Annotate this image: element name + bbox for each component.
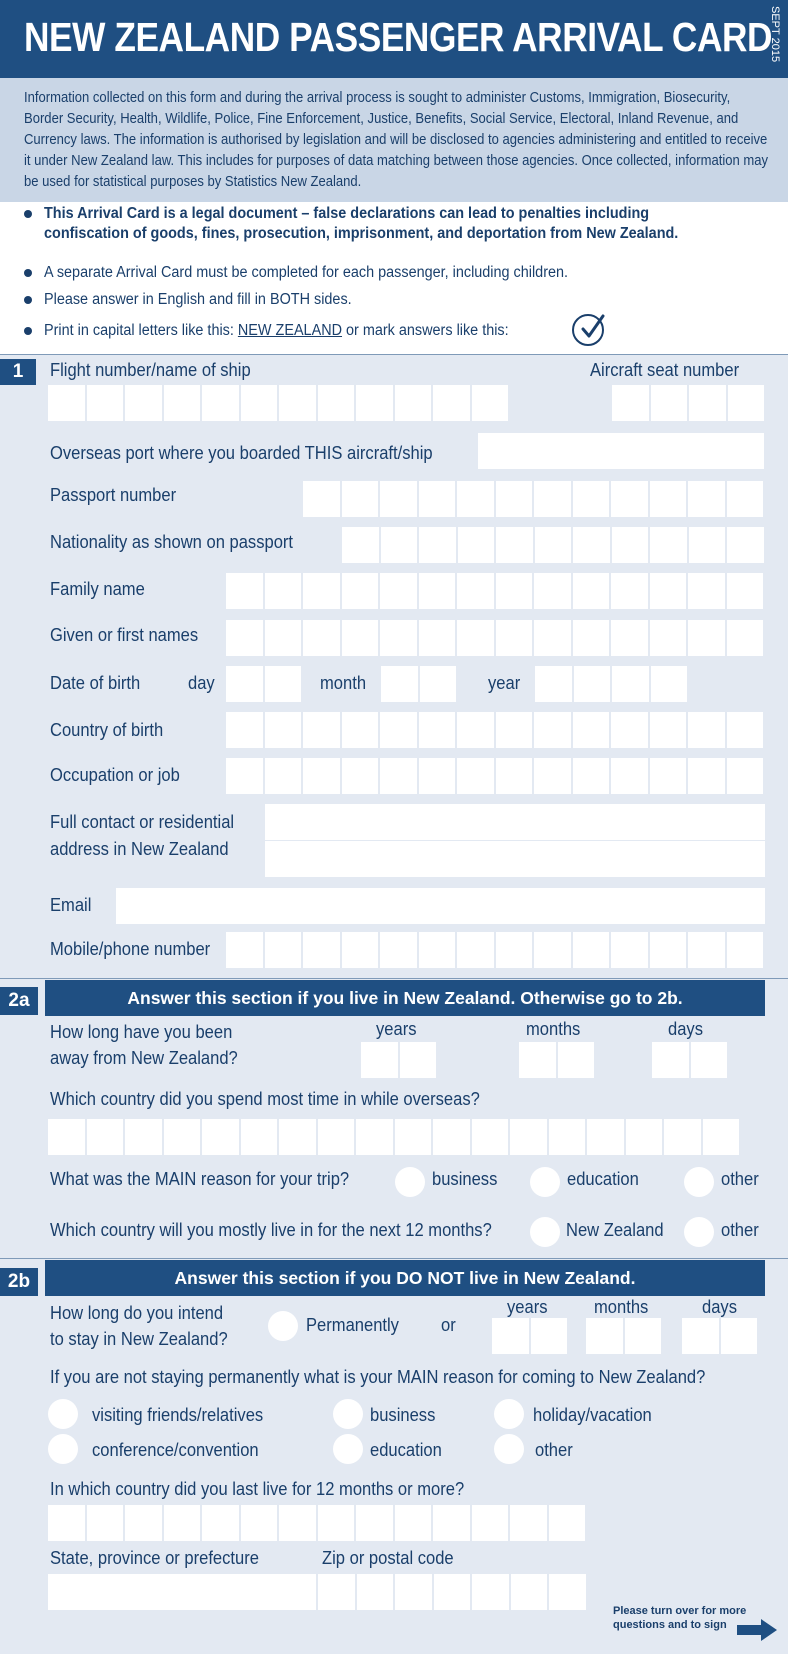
stay-days-label: days [702, 1297, 737, 1317]
char-box[interactable] [420, 666, 459, 702]
char-box[interactable] [202, 385, 241, 421]
state-label: State, province or prefecture [50, 1548, 259, 1568]
checkmark-example-icon [572, 314, 604, 346]
char-box[interactable] [380, 758, 419, 794]
char-box[interactable] [457, 932, 496, 968]
char-box[interactable] [356, 1119, 395, 1155]
char-box[interactable] [241, 385, 280, 421]
radio-other-2b[interactable] [494, 1434, 524, 1464]
port-label: Overseas port where you boarded THIS aircraft/ship [50, 443, 433, 463]
dob-year-label: year [488, 673, 521, 693]
char-box[interactable] [342, 620, 381, 656]
char-box[interactable] [496, 573, 535, 609]
char-box[interactable] [626, 1119, 665, 1155]
char-box[interactable] [164, 1505, 203, 1541]
char-box[interactable] [342, 573, 381, 609]
family-name-boxes[interactable] [226, 573, 765, 609]
stay-label-line2: to stay in New Zealand? [50, 1329, 228, 1349]
char-box[interactable] [380, 620, 419, 656]
occupation-boxes[interactable] [226, 758, 765, 794]
char-box[interactable] [612, 666, 651, 702]
flight-label: Flight number/name of ship [50, 360, 251, 380]
stay-years-label: years [507, 1297, 548, 1317]
char-box[interactable] [265, 932, 304, 968]
dob-month-label: month [320, 673, 367, 693]
char-box[interactable] [496, 481, 535, 517]
occupation-label: Occupation or job [50, 765, 180, 785]
char-box[interactable] [226, 573, 265, 609]
radio-business-2b[interactable] [333, 1399, 363, 1429]
passport-label: Passport number [50, 485, 177, 505]
char-box[interactable] [611, 573, 650, 609]
char-box[interactable] [728, 385, 767, 421]
or-label: or [441, 1315, 456, 1335]
char-box[interactable] [573, 758, 612, 794]
radio-visiting-friends[interactable] [48, 1399, 78, 1429]
char-box[interactable] [318, 385, 357, 421]
char-box[interactable] [496, 758, 535, 794]
char-box[interactable] [611, 758, 650, 794]
char-box[interactable] [650, 932, 689, 968]
char-box[interactable] [457, 712, 496, 748]
char-box[interactable] [87, 1505, 126, 1541]
char-box[interactable] [125, 1119, 164, 1155]
char-box[interactable] [688, 620, 727, 656]
char-box[interactable] [241, 1119, 280, 1155]
char-box[interactable] [303, 620, 342, 656]
char-box[interactable] [342, 481, 381, 517]
language-note: Please answer in English and fill in BOTH sides. [44, 291, 352, 308]
char-box[interactable] [457, 481, 496, 517]
char-box[interactable] [510, 1119, 549, 1155]
email-label: Email [50, 895, 92, 915]
most-time-boxes[interactable] [48, 1119, 741, 1155]
char-box[interactable] [721, 1318, 760, 1354]
char-box[interactable] [573, 712, 612, 748]
char-box[interactable] [226, 712, 265, 748]
char-box[interactable] [727, 712, 766, 748]
last-live-label: In which country did you last live for 12 months or more? [50, 1479, 465, 1499]
divider [0, 978, 788, 979]
char-box[interactable] [612, 527, 651, 563]
char-box[interactable] [381, 666, 420, 702]
address-label-line1: Full contact or residential [50, 812, 235, 832]
char-box[interactable] [691, 1042, 730, 1078]
char-box[interactable] [380, 712, 419, 748]
radio-other-country[interactable] [684, 1217, 714, 1247]
char-box[interactable] [535, 527, 574, 563]
char-box[interactable] [361, 1042, 400, 1078]
bullet-icon [24, 269, 32, 277]
option-other-2b-label: other [535, 1440, 573, 1460]
char-box[interactable] [535, 666, 574, 702]
char-box[interactable] [682, 1318, 721, 1354]
permanently-label: Permanently [306, 1315, 399, 1335]
stay-months-label: months [594, 1297, 649, 1317]
bullet-icon [24, 296, 32, 304]
char-box[interactable] [265, 620, 304, 656]
char-box[interactable] [534, 573, 573, 609]
away-months-boxes[interactable] [519, 1042, 596, 1078]
char-box[interactable] [472, 1574, 511, 1610]
option-friends-label: visiting friends/relatives [92, 1405, 264, 1425]
stay-label-line1: How long do you intend [50, 1303, 224, 1323]
char-box[interactable] [688, 481, 727, 517]
radio-other[interactable] [684, 1167, 714, 1197]
char-box[interactable] [265, 573, 304, 609]
char-box[interactable] [558, 1042, 597, 1078]
char-box[interactable] [688, 573, 727, 609]
country-birth-label: Country of birth [50, 720, 164, 740]
char-box[interactable] [611, 620, 650, 656]
dob-year-boxes[interactable] [535, 666, 689, 702]
option-other2-label: other [721, 1220, 759, 1240]
away-years-boxes[interactable] [361, 1042, 438, 1078]
char-box[interactable] [342, 712, 381, 748]
char-box[interactable] [664, 1119, 703, 1155]
char-box[interactable] [279, 1505, 318, 1541]
char-box[interactable] [419, 481, 458, 517]
char-box[interactable] [419, 527, 458, 563]
section-number-1: 1 [0, 359, 36, 385]
form-title: NEW ZEALAND PASSENGER ARRIVAL CARD [24, 14, 773, 60]
option-education-label: education [567, 1169, 639, 1189]
char-box[interactable] [573, 573, 612, 609]
char-box[interactable] [433, 1119, 472, 1155]
char-box[interactable] [164, 385, 203, 421]
char-box[interactable] [419, 712, 458, 748]
char-box[interactable] [419, 573, 458, 609]
option-holiday-label: holiday/vacation [533, 1405, 652, 1425]
nationality-label: Nationality as shown on passport [50, 532, 294, 552]
char-box[interactable] [226, 620, 265, 656]
char-box[interactable] [587, 1119, 626, 1155]
divider [0, 354, 788, 355]
char-box[interactable] [279, 1119, 318, 1155]
radio-holiday[interactable] [494, 1399, 524, 1429]
radio-education[interactable] [530, 1167, 560, 1197]
char-box[interactable] [342, 758, 381, 794]
char-box[interactable] [496, 527, 535, 563]
char-box[interactable] [202, 1119, 241, 1155]
char-box[interactable] [650, 712, 689, 748]
char-box[interactable] [574, 666, 613, 702]
char-box[interactable] [727, 481, 766, 517]
char-box[interactable] [510, 1505, 549, 1541]
radio-conference[interactable] [48, 1434, 78, 1464]
char-box[interactable] [688, 712, 727, 748]
char-box[interactable] [650, 527, 689, 563]
away-years-label: years [376, 1019, 417, 1039]
char-box[interactable] [125, 385, 164, 421]
char-box[interactable] [573, 527, 612, 563]
char-box[interactable] [511, 1574, 550, 1610]
char-box[interactable] [573, 932, 612, 968]
char-box[interactable] [651, 666, 690, 702]
away-days-boxes[interactable] [652, 1042, 729, 1078]
state-field[interactable] [48, 1574, 316, 1610]
char-box[interactable] [433, 385, 472, 421]
char-box[interactable] [202, 1505, 241, 1541]
char-box[interactable] [380, 573, 419, 609]
away-label-line1: How long have you been [50, 1022, 233, 1042]
nationality-boxes[interactable] [342, 527, 766, 563]
address-label-line2: address in New Zealand [50, 839, 229, 859]
radio-new-zealand[interactable] [530, 1217, 560, 1247]
char-box[interactable] [549, 1505, 588, 1541]
most-time-label: Which country did you spend most time in while overseas? [50, 1089, 480, 1109]
char-box[interactable] [226, 758, 265, 794]
dob-day-boxes[interactable] [226, 666, 303, 702]
char-box[interactable] [612, 385, 651, 421]
away-label-line2: away from New Zealand? [50, 1048, 238, 1068]
char-box[interactable] [125, 1505, 164, 1541]
option-business-label: business [432, 1169, 498, 1189]
radio-education-2b[interactable] [333, 1434, 363, 1464]
char-box[interactable] [164, 1119, 203, 1155]
char-box[interactable] [650, 573, 689, 609]
char-box[interactable] [318, 1119, 357, 1155]
reason-label: If you are not staying permanently what is your MAIN reason for coming to New Zealand? [50, 1367, 706, 1387]
section-2b-banner: Answer this section if you DO NOT live in New Zealand. [45, 1260, 765, 1296]
char-box[interactable] [457, 758, 496, 794]
legal-note-line2: confiscation of goods, fines, prosecution, imprisonment, and deportation from New Zealand. [44, 225, 679, 242]
char-box[interactable] [419, 932, 458, 968]
char-box[interactable] [534, 758, 573, 794]
seat-number-boxes[interactable] [612, 385, 766, 421]
phone-label: Mobile/phone number [50, 939, 211, 959]
char-box[interactable] [318, 1505, 357, 1541]
family-name-label: Family name [50, 579, 145, 599]
option-conference-label: conference/convention [92, 1440, 259, 1460]
zip-label: Zip or postal code [322, 1548, 454, 1568]
section-number-2b: 2b [0, 1268, 38, 1296]
info-text: Information collected on this form and during the arrival process is sought to administer Customs, Immigration, Biosecurity, Border Security, Health, Wildlife, Police, Fine Enforcement, Justice, Benefits, Social Service, Electoral, Inland Revenue, and Currency laws. The information is authorised by legislation and will be disclosed to agencies administering and entitled to receive it under New Zealand law. This includes for purposes of data matching between those agencies. Once collected, information may be used for statistical purposes by Statistics New Zealand. [24, 90, 769, 190]
divider [0, 1258, 788, 1259]
char-box[interactable] [419, 758, 458, 794]
char-box[interactable] [472, 1505, 511, 1541]
char-box[interactable] [625, 1318, 664, 1354]
char-box[interactable] [380, 481, 419, 517]
char-box[interactable] [496, 712, 535, 748]
char-box[interactable] [586, 1318, 625, 1354]
dob-day-label: day [188, 673, 215, 693]
char-box[interactable] [472, 1119, 511, 1155]
option-other-label: other [721, 1169, 759, 1189]
char-box[interactable] [303, 712, 342, 748]
email-field[interactable] [116, 888, 765, 924]
flight-number-boxes[interactable] [48, 385, 510, 421]
char-box[interactable] [48, 385, 87, 421]
passport-boxes[interactable] [303, 481, 765, 517]
char-box[interactable] [395, 385, 434, 421]
seat-label: Aircraft seat number [590, 360, 740, 380]
char-box[interactable] [549, 1574, 588, 1610]
char-box[interactable] [689, 385, 728, 421]
char-box[interactable] [303, 573, 342, 609]
char-box[interactable] [342, 527, 381, 563]
char-box[interactable] [651, 385, 690, 421]
char-box[interactable] [303, 481, 342, 517]
option-nz-label: New Zealand [566, 1220, 664, 1240]
char-box[interactable] [434, 1574, 473, 1610]
away-months-label: months [526, 1019, 581, 1039]
address-field-line2[interactable] [265, 841, 765, 877]
char-box[interactable] [265, 712, 304, 748]
char-box[interactable] [531, 1318, 570, 1354]
char-box[interactable] [650, 620, 689, 656]
char-box[interactable] [241, 1505, 280, 1541]
char-box[interactable] [727, 758, 766, 794]
char-box[interactable] [496, 620, 535, 656]
stay-years-boxes[interactable] [492, 1318, 569, 1354]
char-box[interactable] [356, 385, 395, 421]
char-box[interactable] [381, 527, 420, 563]
stay-days-boxes[interactable] [682, 1318, 759, 1354]
char-box[interactable] [689, 527, 728, 563]
country-birth-boxes[interactable] [226, 712, 765, 748]
char-box[interactable] [534, 481, 573, 517]
char-box[interactable] [279, 385, 318, 421]
char-box[interactable] [496, 932, 535, 968]
char-box[interactable] [727, 620, 766, 656]
char-box[interactable] [419, 620, 458, 656]
char-box[interactable] [395, 1505, 434, 1541]
char-box[interactable] [457, 573, 496, 609]
char-box[interactable] [519, 1042, 558, 1078]
char-box[interactable] [549, 1119, 588, 1155]
char-box[interactable] [492, 1318, 531, 1354]
given-names-label: Given or first names [50, 625, 199, 645]
live-next-label: Which country will you mostly live in for the next 12 months? [50, 1220, 492, 1240]
separate-card-note: A separate Arrival Card must be completed for each passenger, including children. [44, 264, 569, 281]
char-box[interactable] [534, 620, 573, 656]
turn-over-line2: questions and to sign [613, 1619, 727, 1631]
zip-boxes[interactable] [318, 1574, 588, 1610]
char-box[interactable] [573, 620, 612, 656]
main-reason-label: What was the MAIN reason for your trip? [50, 1169, 350, 1189]
phone-boxes[interactable] [226, 932, 765, 968]
char-box[interactable] [395, 1119, 434, 1155]
char-box[interactable] [303, 758, 342, 794]
char-box[interactable] [380, 932, 419, 968]
section-2a-banner: Answer this section if you live in New Zealand. Otherwise go to 2b. [45, 980, 765, 1016]
char-box[interactable] [48, 1505, 87, 1541]
bullet-icon [24, 210, 32, 218]
char-box[interactable] [650, 481, 689, 517]
char-box[interactable] [265, 666, 304, 702]
char-box[interactable] [573, 481, 612, 517]
char-box[interactable] [458, 527, 497, 563]
last-live-boxes[interactable] [48, 1505, 587, 1541]
char-box[interactable] [611, 712, 650, 748]
char-box[interactable] [342, 932, 381, 968]
option-education-2b-label: education [370, 1440, 442, 1460]
stay-months-boxes[interactable] [586, 1318, 663, 1354]
char-box[interactable] [400, 1042, 439, 1078]
char-box[interactable] [48, 1119, 87, 1155]
given-names-boxes[interactable] [226, 620, 765, 656]
char-box[interactable] [534, 932, 573, 968]
print-note: Print in capital letters like this: NEW ZEALAND or mark answers like this: [44, 322, 509, 339]
port-field[interactable] [478, 433, 764, 469]
bullet-icon [24, 327, 32, 335]
away-days-label: days [668, 1019, 703, 1039]
char-box[interactable] [318, 1574, 357, 1610]
char-box[interactable] [226, 666, 265, 702]
char-box[interactable] [472, 385, 511, 421]
char-box[interactable] [727, 573, 766, 609]
char-box[interactable] [534, 712, 573, 748]
char-box[interactable] [457, 620, 496, 656]
char-box[interactable] [688, 758, 727, 794]
char-box[interactable] [611, 481, 650, 517]
char-box[interactable] [356, 1505, 395, 1541]
char-box[interactable] [265, 758, 304, 794]
option-business-2b-label: business [370, 1405, 436, 1425]
char-box[interactable] [652, 1042, 691, 1078]
char-box[interactable] [433, 1505, 472, 1541]
char-box[interactable] [650, 758, 689, 794]
char-box[interactable] [357, 1574, 396, 1610]
char-box[interactable] [395, 1574, 434, 1610]
arrow-right-icon [737, 1619, 777, 1646]
char-box[interactable] [226, 932, 265, 968]
char-box[interactable] [688, 932, 727, 968]
radio-business[interactable] [395, 1167, 425, 1197]
radio-permanently[interactable] [268, 1311, 298, 1341]
char-box[interactable] [703, 1119, 742, 1155]
char-box[interactable] [303, 932, 342, 968]
char-box[interactable] [727, 527, 766, 563]
address-field-line1[interactable] [265, 804, 765, 840]
edition-label: SEPT 2015 [769, 6, 781, 63]
char-box[interactable] [87, 1119, 126, 1155]
char-box[interactable] [611, 932, 650, 968]
char-box[interactable] [87, 385, 126, 421]
char-box[interactable] [727, 932, 766, 968]
legal-note-line1: This Arrival Card is a legal document – false declarations can lead to penalties including [44, 205, 650, 222]
dob-label: Date of birth [50, 673, 141, 693]
section-number-2a: 2a [0, 987, 38, 1015]
turn-over-line1: Please turn over for more [613, 1605, 747, 1617]
dob-month-boxes[interactable] [381, 666, 458, 702]
